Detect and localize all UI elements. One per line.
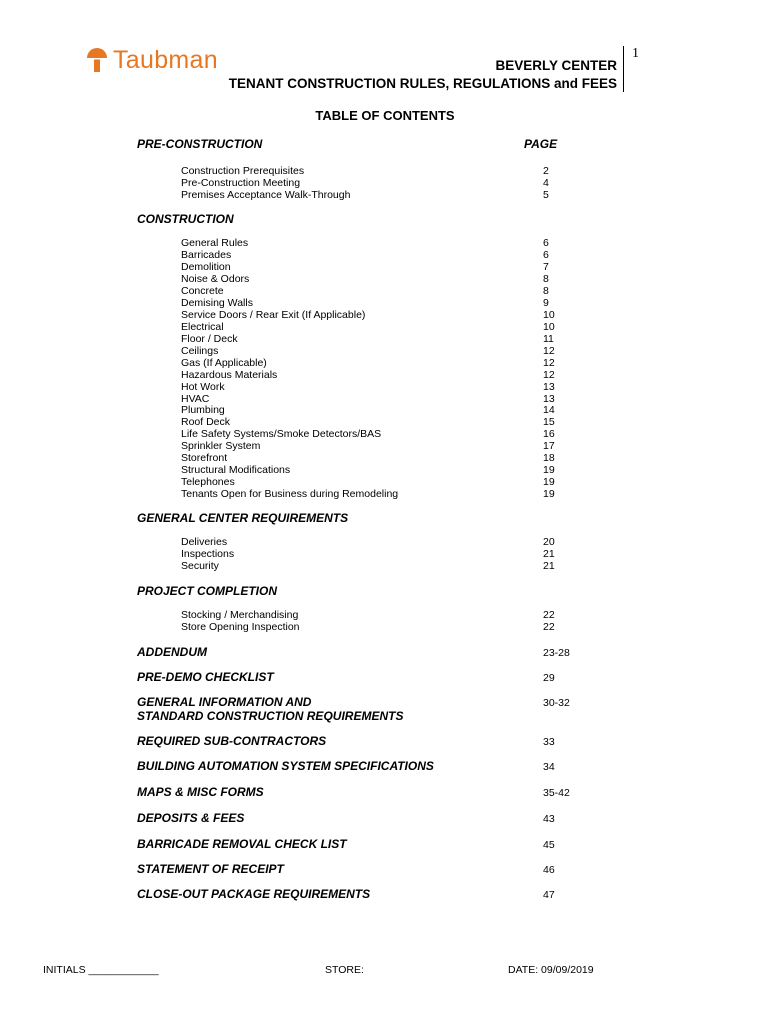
toc-item: Premises Acceptance Walk-Through — [181, 189, 351, 201]
section-heading-pre-construction: PRE-CONSTRUCTION — [137, 137, 263, 151]
appendix-heading: REQUIRED SUB-CONTRACTORS — [137, 734, 327, 748]
toc-page: 5 — [543, 189, 549, 201]
toc-item: Construction Prerequisites — [181, 165, 305, 177]
toc-item: Ceilings — [181, 345, 219, 357]
toc-page: 7 — [543, 261, 549, 273]
section-heading-project-completion: PROJECT COMPLETION — [137, 584, 278, 598]
toc-page: 22 — [543, 609, 555, 621]
appendix-heading: GENERAL INFORMATION AND — [137, 695, 312, 709]
toc-page: 19 — [543, 488, 555, 500]
toc-item: Security — [181, 560, 219, 572]
toc-item: Life Safety Systems/Smoke Detectors/BAS — [181, 428, 382, 440]
toc-item: Inspections — [181, 548, 235, 560]
toc-page: 21 — [543, 548, 555, 560]
toc-page: 35-42 — [543, 787, 570, 799]
toc-page: 12 — [543, 357, 555, 369]
toc-item: Stocking / Merchandising — [181, 609, 299, 621]
toc-page: 12 — [543, 369, 555, 381]
appendix-heading: PRE-DEMO CHECKLIST — [137, 670, 274, 684]
toc-page: 10 — [543, 309, 555, 321]
toc-item: Gas (If Applicable) — [181, 357, 267, 369]
toc-item: Deliveries — [181, 536, 228, 548]
page-number: 1 — [632, 46, 639, 61]
toc-item: Demising Walls — [181, 297, 253, 309]
toc-page: 23-28 — [543, 647, 570, 659]
page-number-divider — [623, 46, 624, 92]
toc-page: 34 — [543, 761, 555, 773]
toc-item: Telephones — [181, 476, 235, 488]
toc-item: General Rules — [181, 237, 249, 249]
toc-item: Noise & Odors — [181, 273, 250, 285]
document-title-line1: BEVERLY CENTER — [495, 58, 617, 73]
appendix-heading: MAPS & MISC FORMS — [137, 785, 264, 799]
toc-page: 4 — [543, 177, 549, 189]
toc-page: 22 — [543, 621, 555, 633]
toc-item: Hazardous Materials — [181, 369, 278, 381]
toc-page: 18 — [543, 452, 555, 464]
taubman-logo — [86, 44, 218, 76]
toc-page: 19 — [543, 464, 555, 476]
toc-item: Hot Work — [181, 381, 225, 393]
toc-item: Plumbing — [181, 404, 225, 416]
toc-item: HVAC — [181, 393, 210, 405]
section-heading-general-center: GENERAL CENTER REQUIREMENTS — [137, 511, 349, 525]
toc-title: TABLE OF CONTENTS — [315, 108, 455, 123]
appendix-heading: DEPOSITS & FEES — [137, 811, 245, 825]
toc-page: 8 — [543, 285, 549, 297]
toc-item: Concrete — [181, 285, 224, 297]
toc-page: 13 — [543, 381, 555, 393]
toc-page: 43 — [543, 813, 555, 825]
toc-item: Sprinkler System — [181, 440, 261, 452]
toc-item: Barricades — [181, 249, 232, 261]
toc-page: 8 — [543, 273, 549, 285]
toc-page: 6 — [543, 249, 549, 261]
footer-date: DATE: 09/09/2019 — [508, 964, 594, 976]
appendix-heading: ADDENDUM — [137, 645, 207, 659]
toc-page: 17 — [543, 440, 555, 452]
toc-item: Tenants Open for Business during Remodeling — [181, 488, 399, 500]
appendix-heading: BARRICADE REMOVAL CHECK LIST — [137, 837, 347, 851]
taubman-t-mark-icon — [86, 47, 108, 73]
toc-page: 10 — [543, 321, 555, 333]
toc-item: Pre-Construction Meeting — [181, 177, 301, 189]
document-title-line2: TENANT CONSTRUCTION RULES, REGULATIONS and FEES — [228, 76, 617, 91]
toc-page: 11 — [543, 333, 554, 345]
toc-page: 29 — [543, 672, 555, 684]
toc-item: Storefront — [181, 452, 228, 464]
toc-page: 16 — [543, 428, 555, 440]
toc-page: 2 — [543, 165, 549, 177]
page-column-header: PAGE — [524, 137, 558, 151]
toc-item: Roof Deck — [181, 416, 231, 428]
footer-initials: INITIALS ____________ — [43, 964, 159, 976]
toc-page: 33 — [543, 736, 555, 748]
toc-page: 20 — [543, 536, 555, 548]
section-heading-construction: CONSTRUCTION — [137, 212, 234, 226]
toc-item: Electrical — [181, 321, 224, 333]
toc-page: 6 — [543, 237, 549, 249]
footer-store: STORE: — [325, 964, 364, 976]
toc-page: 45 — [543, 839, 555, 851]
toc-item: Store Opening Inspection — [181, 621, 300, 633]
appendix-heading-line2: STANDARD CONSTRUCTION REQUIREMENTS — [137, 709, 404, 723]
toc-page: 15 — [543, 416, 555, 428]
toc-item: Structural Modifications — [181, 464, 291, 476]
toc-page: 47 — [543, 889, 555, 901]
logo-wordmark: Taubman — [113, 45, 218, 74]
appendix-heading: CLOSE-OUT PACKAGE REQUIREMENTS — [137, 887, 371, 901]
appendix-heading: STATEMENT OF RECEIPT — [137, 862, 284, 876]
toc-page: 21 — [543, 560, 555, 572]
toc-item: Floor / Deck — [181, 333, 238, 345]
toc-page: 9 — [543, 297, 549, 309]
toc-page: 12 — [543, 345, 555, 357]
toc-page: 19 — [543, 476, 555, 488]
appendix-heading: BUILDING AUTOMATION SYSTEM SPECIFICATIONS — [137, 759, 434, 773]
toc-page: 46 — [543, 864, 555, 876]
toc-item: Service Doors / Rear Exit (If Applicable) — [181, 309, 366, 321]
toc-page: 14 — [543, 404, 555, 416]
toc-item: Demolition — [181, 261, 231, 273]
toc-page: 13 — [543, 393, 555, 405]
toc-page: 30-32 — [543, 697, 570, 709]
